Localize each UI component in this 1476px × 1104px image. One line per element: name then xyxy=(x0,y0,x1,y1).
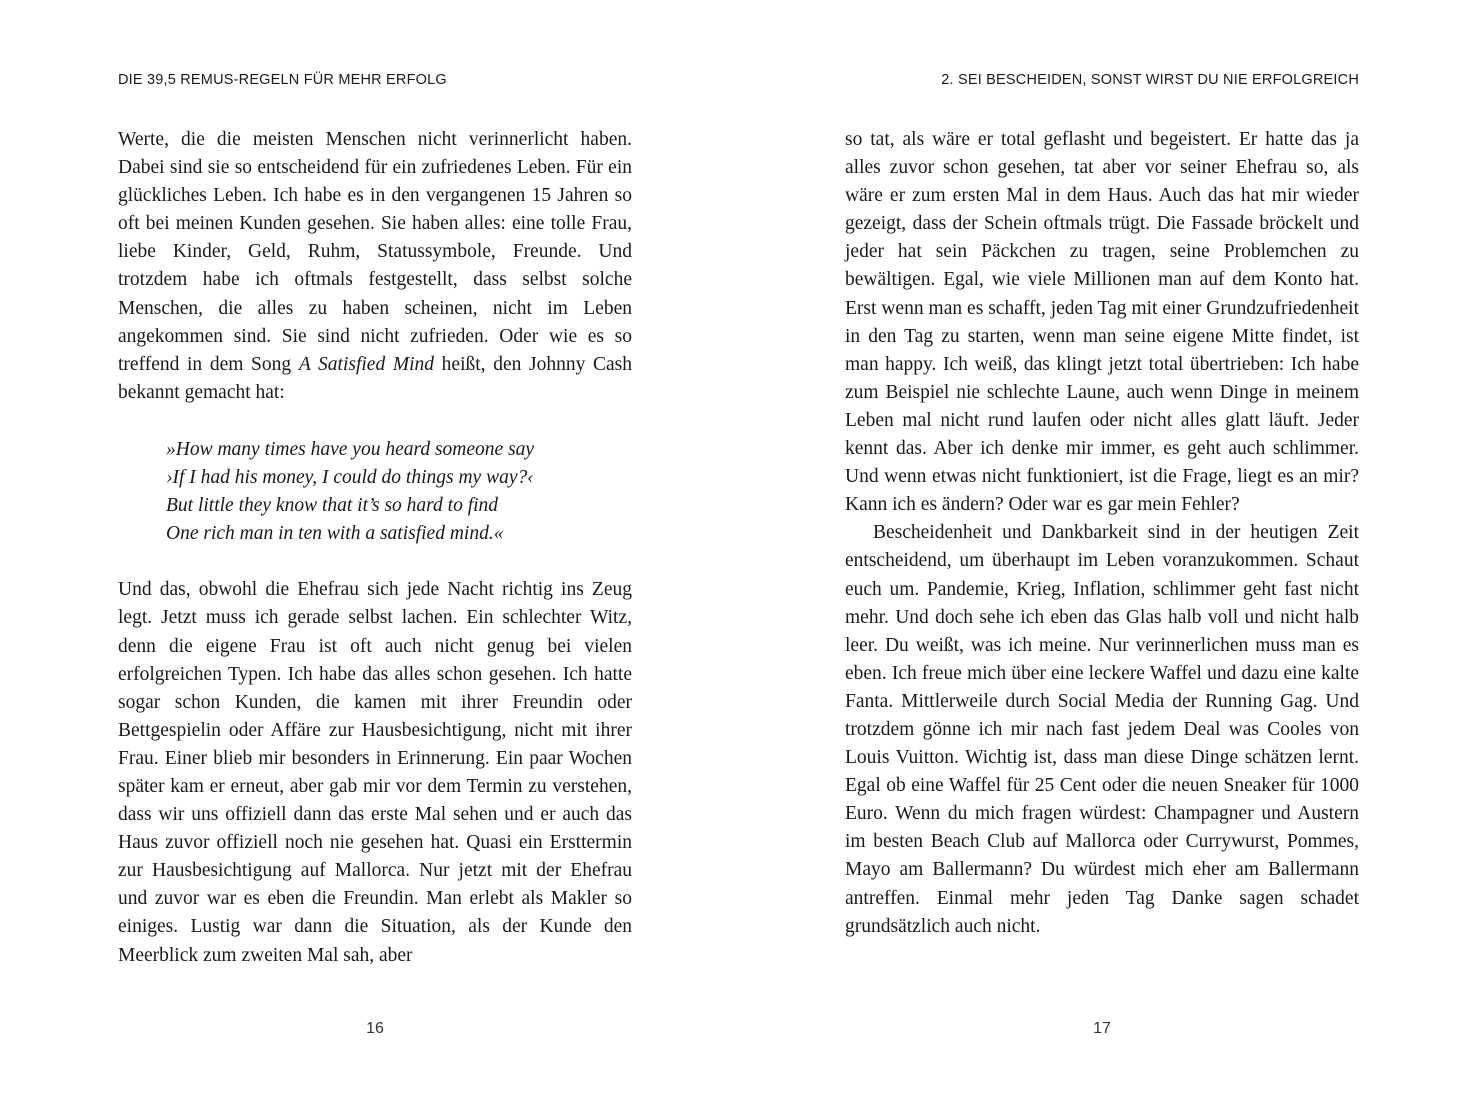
song-title: A Satisfied Mind xyxy=(298,353,435,375)
right-page xyxy=(845,0,1359,1104)
right-body-text xyxy=(845,126,1359,941)
left-running-head: DIE 39,5 REMUS-REGELN FÜR MEHR ERFOLG xyxy=(118,72,447,88)
page-number-right: 17 xyxy=(1093,1020,1111,1037)
quote-line: ›If I had his money, I could do things my way?‹ xyxy=(166,467,534,489)
left-paragraph-1-start: Werte, die die meisten Menschen nicht verinnerlicht haben. Dabei sind sie so entscheidend für ein zufriedenes Leben. Für ein glückliches Leben. Ich habe es in den vergangenen 15 Jahren so oft bei meinen Kunden gesehen. Sie haben alles: eine tolle Frau, liebe Kinder, Geld, Ruhm, Statussymbole, Freunde. Und trotzdem habe ich oftmals festgestellt, dass selbst solche Menschen, die alles zu haben scheinen, nicht im Leben angekommen sind. Sie sind nicht zufrieden. Oder wie es so treffend in dem Song xyxy=(118,129,632,375)
song-quote xyxy=(166,436,632,548)
left-page xyxy=(118,0,632,1104)
left-paragraph-2: Und das, obwohl die Ehefrau sich jede Nacht richtig ins Zeug legt. Jetzt muss ich gerade selbst lachen. Ein schlechter Witz, denn die eigene Frau ist oft auch nicht genug bei vielen erfolgreichen Typen. Ich habe das alles schon gesehen. Ich hatte sogar schon Kunden, die kamen mit ihrer Freundin oder Bettgespielin oder Affäre zur Hausbesichtigung, nicht mit ihrer Frau. Einer blieb mir besonders in Erinnerung. Ein paar Wochen später kam er erneut, aber gab mir vor dem Termin zu verstehen, dass wir uns offiziell dann das erste Mal sehen und er auch das Haus zuvor offiziell noch nie gesehen hat. Quasi ein Ersttermin zur Hausbesichtigung auf Mallorca. Nur jetzt mit der Ehefrau und zuvor war es eben die Freundin. Man erlebt als Makler so einiges. Lustig war dann die Situation, als der Kunde den Meerblick zum zweiten Mal sah, aber xyxy=(118,579,632,966)
right-running-head: 2. SEI BESCHEIDEN, SONST WIRST DU NIE ERFOLGREICH xyxy=(941,72,1359,88)
right-paragraph-2: Bescheidenheit und Dankbarkeit sind in der heutigen Zeit entscheidend, um überhaupt im Leben voranzukommen. Schaut euch um. Pandemie, Krieg, Inflation, schlimmer geht fast nicht mehr. Und doch sehe ich eben das Glas halb voll und nicht halb leer. Du weißt, was ich meine. Nur verinnerlichen muss man es eben. Ich freue mich über eine leckere Waffel und dazu eine kalte Fanta. Mittlerweile durch Social Media der Running Gag. Und trotzdem gönne ich mir nach fast jedem Deal was Cooles von Louis Vuitton. Wichtig ist, dass man diese Dinge schätzen lernt. Egal ob eine Waffel für 25 Cent oder die neuen Sneaker für 1000 Euro. Wenn du mich fragen würdest: Champagner und Austern im besten Beach Club auf Mallorca oder Currywurst, Pommes, Mayo am Ballermann? Du würdest mich eher am Ballermann antreffen. Einmal mehr jeden Tag Danke sagen schadet grundsätzlich auch nicht. xyxy=(845,522,1359,937)
right-paragraph-1: so tat, als wäre er total geflasht und begeistert. Er hatte das ja alles zuvor schon gesehen, tat aber vor seiner Ehefrau so, als wäre er zum ersten Mal in dem Haus. Auch das hat mir wieder gezeigt, dass der Schein oftmals trügt. Die Fassade bröckelt und jeder hat sein Päckchen zu tragen, seine Problemchen zu bewältigen. Egal, wie viele Millionen man auf dem Konto hat. Erst wenn man es schafft, jeden Tag mit einer Grundzufriedenheit in den Tag zu starten, wenn man seine eigene Mitte findet, ist man happy. Ich weiß, das klingt jetzt total übertrieben: Ich habe zum Beispiel nie schlechte Laune, auch wenn Dinge in meinem Leben mal nicht rund laufen oder nicht alles glatt läuft. Jeder kennt das. Aber ich denke mir immer, es geht auch schlimmer. Und wenn etwas nicht funktioniert, ist die Frage, liegt es an mir? Kann ich es ändern? Oder war es gar mein Fehler? xyxy=(845,129,1359,516)
left-body-text xyxy=(118,126,632,970)
quote-line: »How many times have you heard someone say xyxy=(166,438,535,460)
quote-line: But little they know that it’s so hard to find xyxy=(166,495,499,517)
quote-line: One rich man in ten with a satisfied mind.« xyxy=(166,523,504,545)
left-paragraph-1 xyxy=(118,126,632,407)
page-number-left: 16 xyxy=(366,1020,384,1037)
left-paragraph-1-end: heißt, den Johnny Cash bekannt gemacht hat: xyxy=(118,353,632,403)
